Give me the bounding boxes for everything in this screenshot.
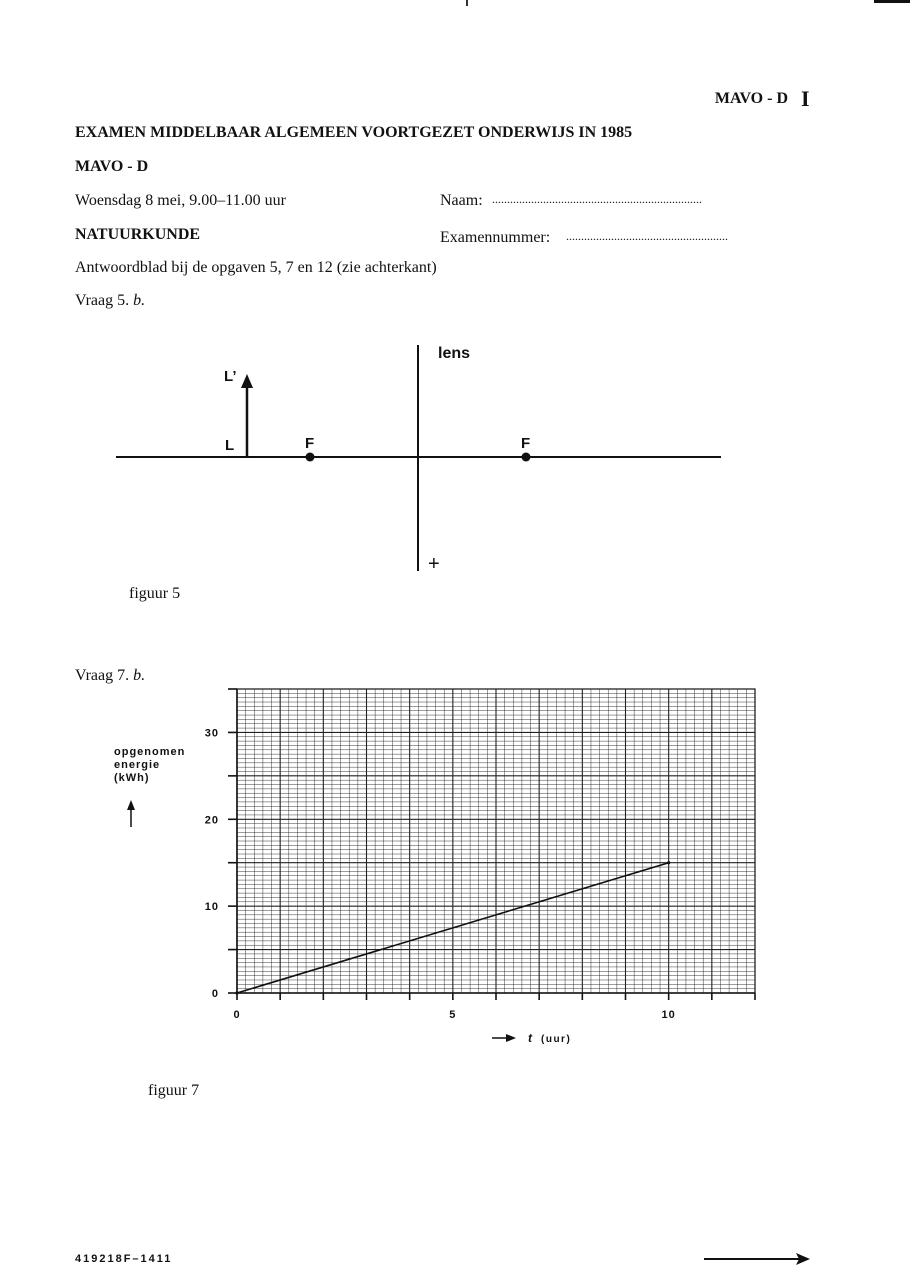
next-page-arrow-icon: [700, 1250, 815, 1266]
y-tick-label: 20: [204, 814, 219, 827]
x-tick-label: 0: [233, 1009, 241, 1021]
y-axis-arrow-head: [127, 800, 135, 810]
page-corner-mark: [874, 0, 910, 3]
x-axis-arrow-head: [506, 1034, 516, 1042]
y-tick-label: 10: [204, 901, 219, 914]
exam-number-label: Examennummer:: [440, 229, 551, 246]
footer-code: 419218F–1411: [75, 1253, 173, 1265]
lens-plus-sign: +: [428, 553, 440, 575]
focal-label-left: F: [305, 435, 315, 452]
y-axis-label-line: opgenomen: [114, 746, 186, 758]
image-label: L’: [224, 368, 237, 385]
exam-roman-numeral: I: [801, 86, 810, 111]
figure-7-caption: figuur 7: [148, 1082, 200, 1099]
exam-subject: NATUURKUNDE: [75, 226, 201, 243]
focal-point-right: [522, 453, 531, 462]
x-tick-label: 10: [661, 1009, 676, 1021]
question-7-label: Vraag 7. b.: [75, 667, 146, 684]
name-field: ......................................................................: [492, 192, 702, 206]
focal-label-right: F: [521, 435, 531, 452]
x-tick-label: 5: [449, 1009, 457, 1021]
figure-5-lens-diagram: [0, 330, 910, 590]
lens-label: lens: [438, 345, 471, 362]
figure-5-caption: figuur 5: [129, 585, 181, 602]
exam-level: MAVO - D: [75, 158, 149, 175]
y-axis-label-line: energie: [114, 759, 161, 771]
x-axis-variable: t: [528, 1031, 532, 1045]
exam-number-field: ......................................................: [566, 229, 728, 243]
y-axis-label-line: (kWh): [114, 772, 150, 784]
exam-title: EXAMEN MIDDELBAAR ALGEMEEN VOORTGEZET ONDERWIJS IN 1985: [75, 124, 633, 141]
instruction-text: Antwoordblad bij de opgaven 5, 7 en 12 (zie achterkant): [75, 259, 437, 276]
object-label: L: [225, 437, 235, 454]
focal-point-left: [306, 453, 315, 462]
y-tick-label: 0: [211, 988, 219, 1000]
y-tick-label: 30: [204, 727, 219, 740]
exam-date: Woensdag 8 mei, 9.00–11.00 uur: [75, 192, 286, 209]
energy-series-point: [235, 991, 238, 994]
exam-code: MAVO - D: [714, 90, 788, 107]
object-arrow-head: [241, 374, 253, 388]
energy-series-point: [667, 861, 670, 864]
x-axis-unit: (uur): [541, 1034, 572, 1045]
question-5-label: Vraag 5. b.: [75, 292, 146, 309]
name-label: Naam:: [440, 192, 483, 209]
page-top-mark: [466, 0, 468, 6]
figure-7-energy-chart: [0, 680, 910, 1060]
